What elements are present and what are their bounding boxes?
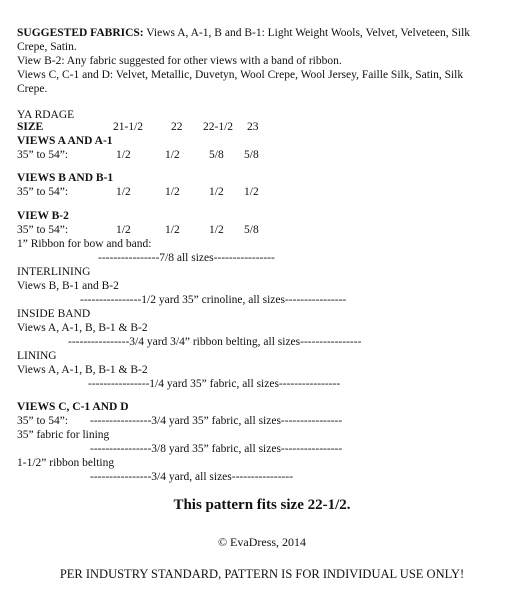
size-col-3: 22-1/2 [203,121,234,133]
interlining-views: Views B, B-1 and B-2 [17,280,119,292]
views-cd-heading: VIEWS C, C-1 AND D [17,401,129,413]
views-a-value-4: 5/8 [244,149,259,161]
views-cd-row2-label: 35” fabric for lining [17,429,110,441]
size-col-1: 21-1/2 [113,121,144,133]
interlining-title: INTERLINING [17,266,91,278]
view-b2-value-1: 1/2 [116,224,131,236]
fabrics-line-1 [17,27,470,40]
views-b-value-4: 1/2 [244,186,259,198]
group-row-label-views-a: 35” to 54”: [17,149,69,161]
view-b2-value-4: 5/8 [244,224,259,236]
yardage-title: YA RDAGE [17,109,75,121]
fabrics-line-4: Views C, C-1 and D: Velvet, Metallic, Duvetyn, Wool Crepe, Wool Jersey, Faille Silk, Satin, Silk [17,69,464,81]
views-cd-row1-amount: ----------------3/4 yard 35” fabric, all sizes---------------- [90,415,343,427]
views-cd-row3-label: 1-1/2” ribbon belting [17,457,115,469]
group-heading-views-b: VIEWS B AND B-1 [17,172,114,184]
ribbon-all-sizes: ----------------7/8 all sizes---------------- [98,252,275,264]
group-heading-view-b2: VIEW B-2 [17,210,69,222]
size-col-4: 23 [247,121,259,133]
view-b2-value-2: 1/2 [165,224,180,236]
usage-notice: PER INDUSTRY STANDARD, PATTERN IS FOR INDIVIDUAL USE ONLY! [59,567,465,581]
inside-band-views: Views A, A-1, B, B-1 & B-2 [17,322,148,334]
interlining-amount: ----------------1/2 yard 35” crinoline, all sizes---------------- [80,294,347,306]
copyright: © EvaDress, 2014 [217,535,307,549]
view-b2-value-3: 1/2 [209,224,224,236]
fabrics-line-3: View B-2: Any fabric suggested for other views with a band of ribbon. [17,55,342,67]
views-b-value-1: 1/2 [116,186,131,198]
fabrics-line-5: Crepe. [17,83,48,95]
lining-amount: ----------------1/4 yard 35” fabric, all sizes---------------- [88,378,341,390]
group-row-label-view-b2: 35” to 54”: [17,224,69,236]
pattern-fit-note: This pattern fits size 22-1/2. [173,497,351,513]
fabrics-line-2: Crepe, Satin. [17,41,77,53]
group-row-label-views-b: 35” to 54”: [17,186,69,198]
inside-band-title: INSIDE BAND [17,308,91,320]
views-a-value-2: 1/2 [165,149,180,161]
views-b-value-2: 1/2 [165,186,180,198]
views-cd-row2-amount: ----------------3/8 yard 35” fabric, all sizes---------------- [90,443,343,455]
inside-band-amount: ----------------3/4 yard 3/4” ribbon belting, all sizes---------------- [68,336,362,348]
views-cd-row1-label: 35” to 54”: [17,415,69,427]
views-a-value-1: 1/2 [116,149,131,161]
fabrics-line-1-text: Views A, A-1, B and B-1: Light Weight Wools, Velvet, Velveteen, Silk [143,27,471,39]
size-label: SIZE [17,121,44,133]
views-a-value-3: 5/8 [209,149,224,161]
views-cd-row3-amount: ----------------3/4 yard, all sizes---------------- [90,471,294,483]
lining-views: Views A, A-1, B, B-1 & B-2 [17,364,148,376]
size-col-2: 22 [171,121,183,133]
lining-title: LINING [17,350,57,362]
group-heading-views-a: VIEWS A AND A-1 [17,135,113,147]
views-b-value-3: 1/2 [209,186,224,198]
fabrics-heading: SUGGESTED FABRICS: [17,27,144,39]
ribbon-label: 1” Ribbon for bow and band: [17,238,152,250]
